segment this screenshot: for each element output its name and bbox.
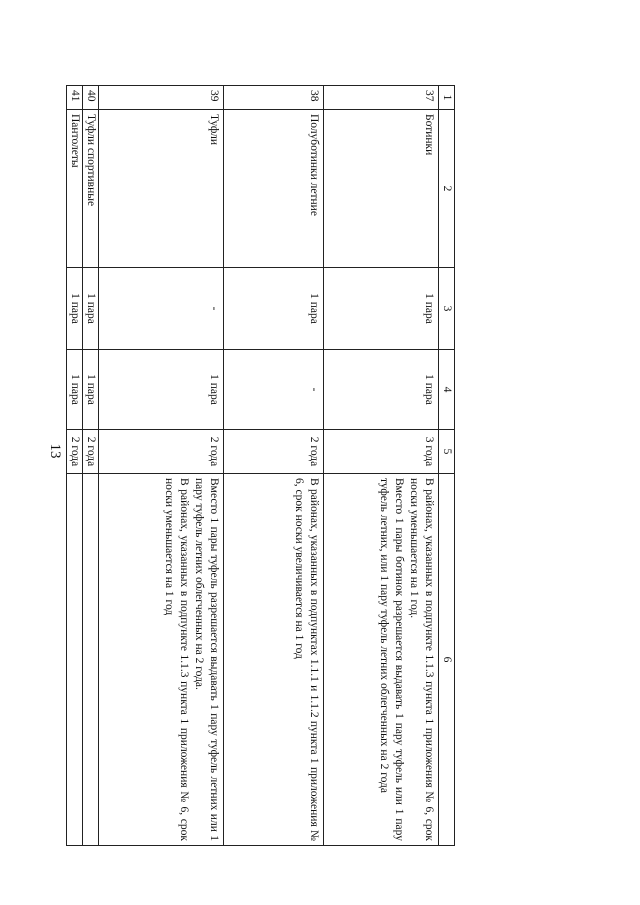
- notes-cell: [67, 474, 83, 846]
- quantity-col-3: 1 пара: [324, 268, 439, 350]
- wear-period: 2 года: [99, 430, 224, 474]
- wear-period: 2 года: [67, 430, 83, 474]
- wear-period: 2 года: [224, 430, 324, 474]
- table-header-row: [439, 86, 455, 846]
- quantity-col-3: -: [99, 268, 224, 350]
- notes-cell: [83, 474, 99, 846]
- wear-period: 2 года: [83, 430, 99, 474]
- table-row: [67, 86, 83, 846]
- row-number: 39: [99, 86, 224, 110]
- rotated-table-container: [69, 85, 455, 845]
- notes-cell: [224, 474, 324, 846]
- header-col-6: 6: [439, 474, 455, 846]
- row-number: 38: [224, 86, 324, 110]
- quantity-col-3: 1 пара: [224, 268, 324, 350]
- item-name: Туфли спортивные: [83, 110, 99, 268]
- quantity-col-4: 1 пара: [67, 350, 83, 430]
- table-row: [224, 86, 324, 846]
- note-paragraph: В районах, указанных в подпунктах 1.1.1 и 1.1.2 пункта 1 приложения № 6, срок носки увеличивается на 1 год: [293, 478, 321, 841]
- note-paragraph: В районах, указанных в подпункте 1.1.3 пункта 1 приложения № 6, срок носки уменьшается на 1 год.: [408, 478, 436, 841]
- quantity-col-4: 1 пара: [83, 350, 99, 430]
- notes-cell: [324, 474, 439, 846]
- header-col-3: 3: [439, 268, 455, 350]
- quantity-col-3: 1 пара: [83, 268, 99, 350]
- header-col-1: 1: [439, 86, 455, 110]
- table-row: [324, 86, 439, 846]
- note-paragraph: В районах, указанных в подпункте 1.1.3 пункта 1 приложения № 6, срок носки уменьшается на 1 год: [163, 478, 191, 841]
- item-name: Полуботинки летние: [224, 110, 324, 268]
- quantity-col-3: 1 пара: [67, 268, 83, 350]
- wear-period: 3 года: [324, 430, 439, 474]
- table-row: [83, 86, 99, 846]
- row-number: 37: [324, 86, 439, 110]
- note-paragraph: Вместо 1 пары туфель разрешается выдавать 1 пару туфель летних или 1 пару туфель летних облегченных на 2 года.: [193, 478, 221, 841]
- quantity-col-4: -: [224, 350, 324, 430]
- table-row: [99, 86, 224, 846]
- header-col-4: 4: [439, 350, 455, 430]
- row-number: 40: [83, 86, 99, 110]
- row-number: 41: [67, 86, 83, 110]
- header-col-2: 2: [439, 110, 455, 268]
- header-col-5: 5: [439, 430, 455, 474]
- item-name: Ботинки: [324, 110, 439, 268]
- quantity-col-4: 1 пара: [324, 350, 439, 430]
- equipment-table: [66, 85, 455, 846]
- page-number: 13: [47, 443, 63, 459]
- item-name: Туфли: [99, 110, 224, 268]
- quantity-col-4: 1 пара: [99, 350, 224, 430]
- item-name: Пантолеты: [67, 110, 83, 268]
- note-paragraph: Вместо 1 пары ботинок разрешается выдавать 1 пару туфель или 1 пару туфель летних, или 1 пару туфель летних облегченных на 2 года: [378, 478, 406, 841]
- notes-cell: [99, 474, 224, 846]
